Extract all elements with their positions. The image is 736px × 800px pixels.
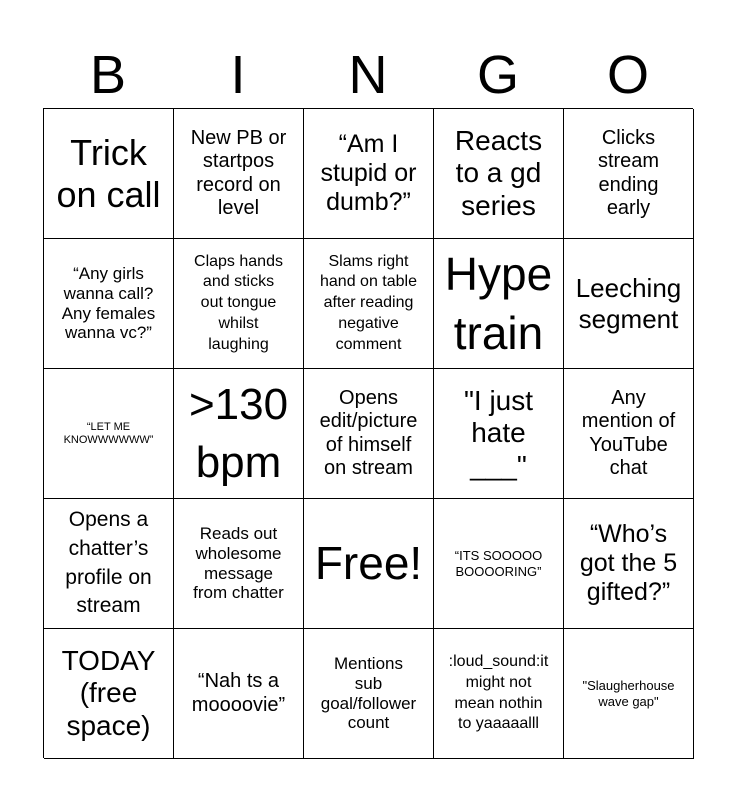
cell-text: Clicks stream ending early xyxy=(597,127,660,219)
cell-text: "Slaugherhouse wave gap" xyxy=(582,678,675,709)
bingo-cell[interactable] xyxy=(434,499,564,629)
bingo-cell[interactable] xyxy=(44,369,174,499)
cell-text: Reacts to a gd series xyxy=(454,124,543,221)
bingo-cell[interactable] xyxy=(174,109,304,239)
bingo-header xyxy=(43,42,693,108)
bingo-cell[interactable] xyxy=(564,109,694,239)
cell-text: "I just hate ___" xyxy=(463,384,534,481)
cell-text: Opens a chatter’s profile on stream xyxy=(65,507,152,618)
cell-text: “Am I stupid or dumb?” xyxy=(320,130,417,216)
header-letter-o: O xyxy=(606,45,649,105)
bingo-cell[interactable] xyxy=(434,629,564,759)
cell-text: >130 bpm xyxy=(188,380,289,487)
bingo-cell[interactable] xyxy=(304,109,434,239)
cell-text: Hype train xyxy=(444,248,553,359)
bingo-cell[interactable] xyxy=(304,369,434,499)
header-letter-n: N xyxy=(348,45,388,105)
bingo-cell[interactable] xyxy=(434,369,564,499)
cell-text: New PB or startpos record on level xyxy=(190,127,287,219)
cell-text: Opens edit/picture of himself on stream xyxy=(319,387,418,479)
cell-text: “Who’s got the 5 gifted?” xyxy=(579,520,678,606)
bingo-cell[interactable] xyxy=(434,239,564,369)
bingo-cell[interactable] xyxy=(44,239,174,369)
cell-text: :loud_sound:it might not mean nothin to yaaaaalll xyxy=(448,652,549,733)
cell-text: Leeching segment xyxy=(575,273,682,334)
cell-text: TODAY (free space) xyxy=(61,644,156,741)
bingo-cell[interactable] xyxy=(44,499,174,629)
bingo-cell[interactable] xyxy=(304,629,434,759)
header-letter-b: B xyxy=(89,45,127,105)
bingo-cell[interactable] xyxy=(304,239,434,369)
cell-text: “Any girls wanna call? Any females wanna vc?” xyxy=(61,264,156,343)
bingo-cell[interactable] xyxy=(44,629,174,759)
bingo-cell[interactable] xyxy=(564,499,694,629)
cell-text: Free! xyxy=(314,536,423,589)
bingo-cell[interactable] xyxy=(434,109,564,239)
bingo-cell[interactable] xyxy=(44,109,174,239)
cell-text: “LET ME KNOWWWWWW” xyxy=(63,420,154,446)
cell-text: Mentions sub goal/follower count xyxy=(320,654,417,733)
cell-text: Slams right hand on table after reading negative comment xyxy=(320,252,417,353)
cell-text: Any mention of YouTube chat xyxy=(581,387,676,479)
bingo-cell[interactable] xyxy=(564,369,694,499)
bingo-cell[interactable] xyxy=(174,499,304,629)
bingo-cell[interactable] xyxy=(564,629,694,759)
bingo-cell[interactable] xyxy=(174,239,304,369)
bingo-cell[interactable] xyxy=(304,499,434,629)
cell-text: Reads out wholesome message from chatter xyxy=(193,524,284,603)
bingo-grid xyxy=(43,108,693,758)
bingo-cell[interactable] xyxy=(174,369,304,499)
header-letter-g: G xyxy=(476,45,519,105)
cell-text: “Nah ts a moooovie” xyxy=(191,670,286,716)
cell-text: Trick on call xyxy=(56,131,161,215)
bingo-cell[interactable] xyxy=(564,239,694,369)
bingo-cell[interactable] xyxy=(174,629,304,759)
cell-text: Claps hands and sticks out tongue whilst laughing xyxy=(194,252,283,353)
cell-text: “ITS SOOOOO BOOOORING” xyxy=(454,548,543,579)
header-letter-i: I xyxy=(230,45,246,105)
